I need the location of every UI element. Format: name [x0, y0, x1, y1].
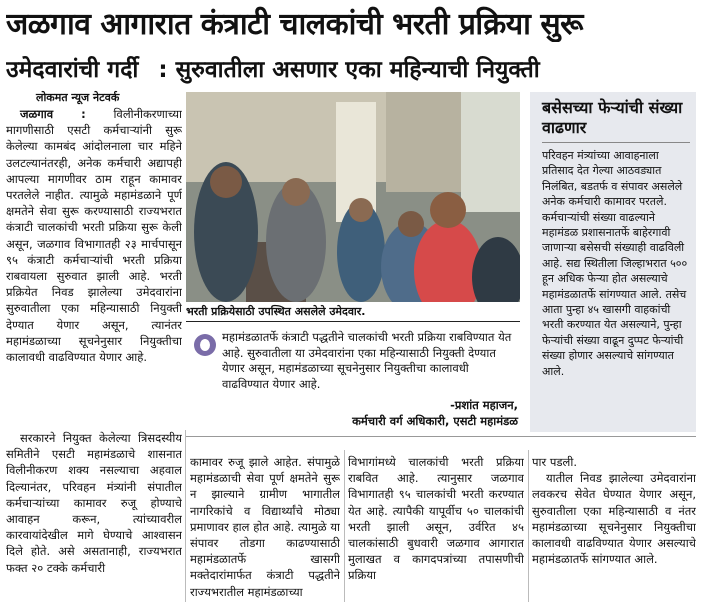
photo-caption: भरती प्रक्रियेसाठी उपस्थित असलेले उमेदवार. — [186, 305, 366, 318]
article-column-2: कामावर रुजू झाले आहेत. संपामुळे महामंडळाची सेवा पूर्ण क्षमतेने सुरू न झाल्याने ग्रामीण भागातील नागरिकांचे व विद्यार्थ्यांचे मोठ्या प्रमाणावर हाल होत आहे. त्यामुळे या संपावर तोडगा काढण्यासाठी महामंडळातर्फे खासगी मक्तेदारांमार्फत कंत्राटी पद्धतीने राज्यभरातील महामंडळाच्या — [190, 455, 340, 599]
news-photo — [186, 92, 520, 302]
sidebar-divider — [542, 142, 690, 143]
article-column-4 — [532, 454, 696, 602]
column-divider — [344, 450, 345, 602]
quote-icon — [194, 334, 216, 356]
column-divider — [185, 430, 186, 602]
quote-box — [190, 326, 520, 426]
sidebar-body: परिवहन मंत्र्यांच्या आवाहनाला प्रतिसाद देत गेल्या आठवड्यात निलंबित, बडतर्फ व संपावर असलेले अनेक कर्मचारी कामावर परतले. कर्मचाऱ्यांची संख्या वाढल्याने महामंडळ प्रशासनातर्फे बाहेरगावी जाणाऱ्या बसेसची संख्याही वाढविली आहे. सद्य स्थितीला जिल्हाभरात ५०० हून अधिक फेऱ्या होत असल्याचे महामंडळातर्फे सांगण्यात आले. तसेच आता पुन्हा ४५ खासगी वाहकांची भरती करण्यात येत असल्याने, पुन्हा फेऱ्यांची संख्या वाढून दुप्पट फेऱ्यांची संख्या होणार असल्याचे सांगण्यात आले. — [542, 149, 688, 378]
article-paragraph: सरकारने नियुक्त केलेल्या त्रिसदस्यीय समितीने एसटी महामंडळाचे शासनात विलीनीकरण शक्य नसल्याचा अहवाल दिल्यानंतर, परिवहन मंत्र्यांनी संपातील कर्मचाऱ्यांच्या कामावर रुजू होण्याचे आवाहन करून, त्यांच्यावरील कारवायांदेखील मागे घेण्याचे आश्वासन दिले होते. असे असतानाही, राज्यभरात फक्त २० टक्के कर्मचारी — [6, 431, 182, 575]
section-divider — [186, 436, 696, 437]
article-column-3: विभागांमध्ये चालकांची भरती प्रक्रिया राबवित आहे. त्यानुसार जळगाव विभागातही ९५ चालकांची भरती करण्यात येत आहे. त्यापैकी यापूर्वीच ५० चालकांची भरती झाली असून, उर्वरित ४५ चालकांसाठी बुधवारी जळगाव आगारात मुलाखत व कागदपत्रांच्या तपासणीची प्रक्रिया — [348, 455, 524, 583]
quote-text: महामंडळातर्फे कंत्राटी पद्धतीने चालकांची भरती प्रक्रिया राबविण्यात येत आहे. सुरुवातीला या उमेदवारांना एका महिन्यासाठी नियुक्ती देण्यात येणार असून, महामंडळाच्या सूचनेनुसार नियुक्तीचा कालावधी वाढविण्यात येणार आहे. — [222, 330, 512, 391]
dateline: जळगाव : — [20, 107, 86, 121]
subheadline-left: उमेदवारांची गर्दी — [6, 57, 139, 83]
article-paragraph: विलीनीकरणाच्या मागणीसाठी एसटी कर्मचाऱ्यांनी सुरू केलेल्या कामबंद आंदोलनाला चार महिने उलटल्यानंतरही, अनेक कर्मचारी अद्यापही आपल्या मागणीवर ठाम राहून कामावर परतलेले नाहीत. त्यामुळे महामंडळाने पूर्ण क्षमतेने सेवा सुरू करण्यासाठी राज्यभरात कंत्राटी चालकांची भरती प्रक्रिया सुरू केली असून, जळगाव विभागातही २३ मार्चपासून ९५ कंत्राटी कर्मचाऱ्यांची भरती प्रक्रिया राबवायला सुरुवात झाली आहे. भरती प्रक्रियेत निवड झालेल्या उमेदवारांना सुरुवातीला एका महिन्यासाठी नियुक्ती देण्यात येणार असून, त्यानंतर महामंडळाच्या सूचनेनुसार नियुक्तीचा कालावधी वाढविण्यात येणार आहे. — [6, 107, 182, 365]
article-column-1-bottom — [6, 430, 182, 602]
candidates-photo-illustration — [186, 92, 520, 302]
subheadline — [6, 52, 696, 86]
article-column-1-top — [6, 106, 182, 424]
article-paragraph: पार पडली. — [532, 455, 577, 469]
sidebar-title: बसेसच्या फेऱ्यांची संख्या वाढणार — [542, 98, 683, 137]
quote-designation: कर्मचारी वर्ग अधिकारी, एसटी महामंडळ — [352, 414, 518, 428]
caption-divider — [186, 321, 520, 322]
subheadline-right: : सुरुवातीला असणार एका महिन्याची नियुक्ती — [158, 57, 540, 83]
byline: लोकमत न्यूज नेटवर्क — [36, 91, 120, 104]
quote-name: -प्रशांत महाजन, — [450, 398, 518, 412]
column-divider — [528, 450, 529, 602]
headline: जळगाव आगारात कंत्राटी चालकांची भरती प्रक्रिया सुरू — [6, 7, 583, 42]
article-paragraph: यातील निवड झालेल्या उमेदवारांना लवकरच सेवेत घेण्यात येणार असून, सुरुवातीला एका महिन्यासाठी व नंतर महामंडळाच्या सूचनेनुसार नियुक्तीचा कालावधी वाढविण्यात येणार असल्याचे महामंडळातर्फे सांगण्यात आले. — [532, 471, 696, 567]
sidebar-box — [530, 92, 696, 432]
